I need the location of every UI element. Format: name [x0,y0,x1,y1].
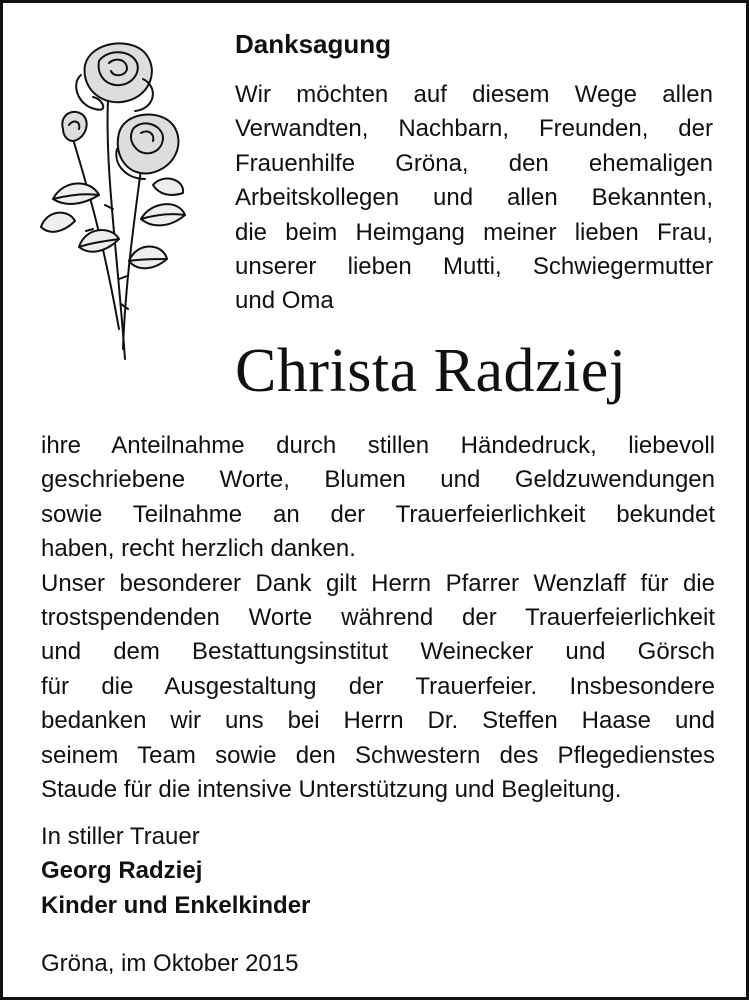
body-line: für die Ausgestaltung der Trauerfeier. Insbesondere [41,672,715,700]
intro-line: Wir möchten auf diesem Wege allen [235,81,713,108]
intro-line: und Oma [235,287,334,315]
body-line: haben, recht herzlich danken. [41,535,356,563]
closing-block [41,820,310,923]
heading: Danksagung [235,29,392,59]
body-line: geschriebene Worte, Blumen und Geldzuwendungen [41,466,715,494]
body-line: ihre Anteilnahme durch stillen Händedruck, liebevoll [41,432,715,459]
closing-phrase: In stiller Trauer [41,823,200,850]
body-line: Staude für die intensive Unterstützung und Begleitung. [41,776,622,804]
intro-line: Arbeitskollegen und allen Bekannten, [235,184,713,212]
body-line: Unser besonderer Dank gilt Herrn Pfarrer Wenzlaff für die [41,569,715,597]
rose-icon [33,29,203,369]
intro-line: unserer lieben Mutti, Schwiegermutter [235,253,713,281]
intro-line: die beim Heimgang meiner lieben Frau, [235,218,713,246]
body-paragraph [41,429,715,807]
body-line: seinem Team sowie den Schwestern des Pflegedienstes [41,741,715,769]
intro-line: Frauenhilfe Gröna, den ehemaligen [235,149,713,177]
body-line: sowie Teilnahme an der Trauerfeierlichkeit bekundet [41,500,715,528]
body-line: trostspendenden Worte während der Trauerfeierlichkeit [41,604,715,632]
place-date: Gröna, im Oktober 2015 [41,950,299,977]
signer-name: Georg Radziej [41,857,203,885]
intro-paragraph [235,78,713,319]
intro-line: Verwandten, Nachbarn, Freunden, der [235,115,713,143]
family-line: Kinder und Enkelkinder [41,891,311,919]
body-line: und dem Bestattungsinstitut Weinecker und Görsch [41,638,715,666]
deceased-name: Christa Radziej [235,337,627,405]
body-line: bedanken wir uns bei Herrn Dr. Steffen Haase und [41,707,715,735]
